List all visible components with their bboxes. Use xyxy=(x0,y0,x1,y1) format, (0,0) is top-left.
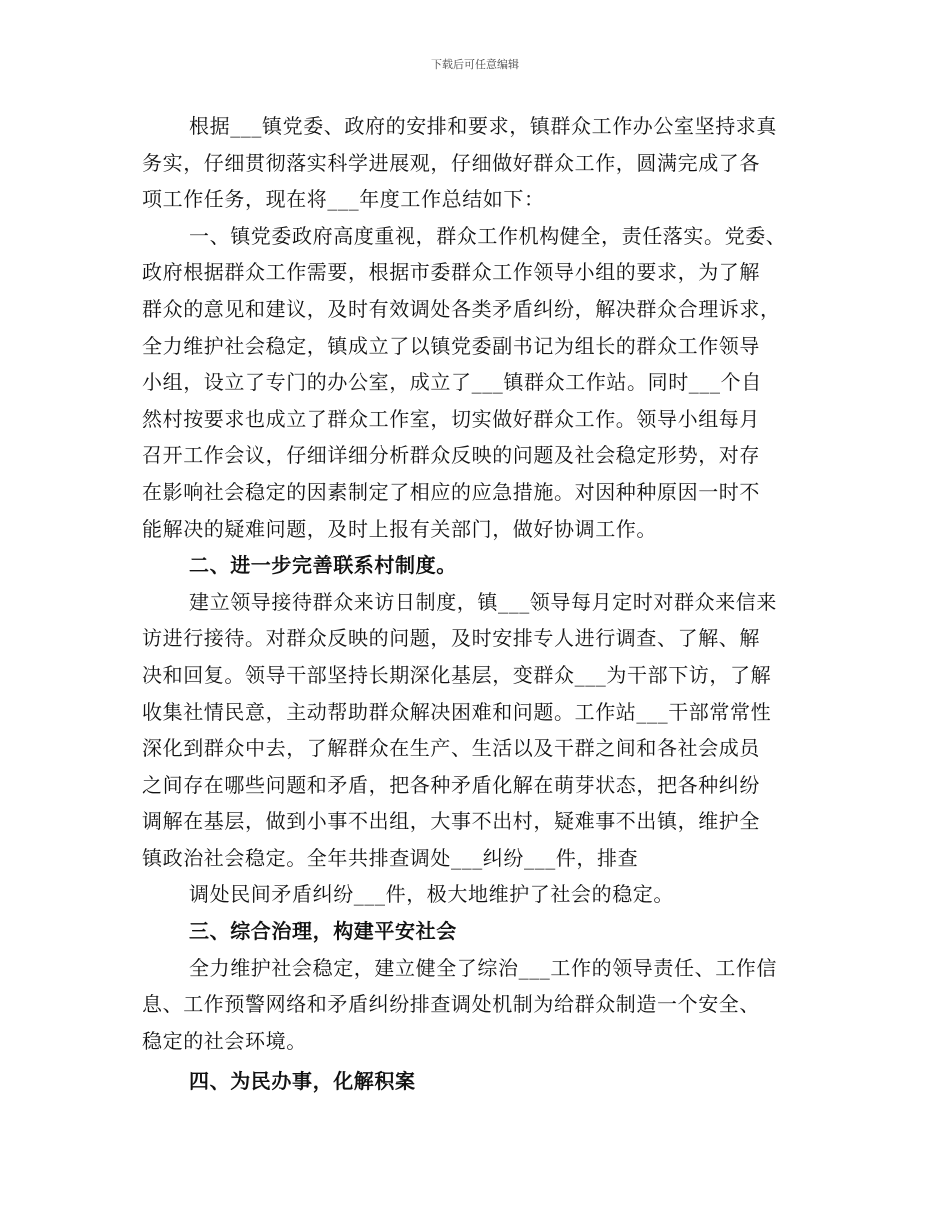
paragraph-line: 项工作任务，现在将___年度工作总结如下： xyxy=(142,187,545,212)
paragraph-line: 镇政治社会稳定。全年共排查调处___纠纷___件，排查 xyxy=(142,845,639,870)
paragraph-line: 召开工作会议，仔细详细分析群众反映的问题及社会稳定形势，对存 xyxy=(142,443,760,468)
paragraph-line: 建立领导接待群众来访日制度，镇___领导每月定时对群众来信来 xyxy=(189,589,777,614)
paragraph-line: 能解决的疑难问题，及时上报有关部门，做好协调工作。 xyxy=(142,516,657,541)
paragraph-line: 一、镇党委政府高度重视，群众工作机构健全，责任落实。党委、 xyxy=(189,223,787,248)
paragraph-line: 深化到群众中去，了解群众在生产、生活以及干群之间和各社会成员 xyxy=(142,736,760,761)
paragraph-line: 息、工作预警网络和矛盾纠纷排查调处机制为给群众制造一个安全、 xyxy=(142,992,760,1017)
paragraph-line: 调处民间矛盾纠纷___件，极大地维护了社会的稳定。 xyxy=(189,882,674,907)
paragraph-line: 小组，设立了专门的办公室，成立了___镇群众工作站。同时___个自 xyxy=(142,370,762,395)
paragraph-line: 根据___镇党委、政府的安排和要求，镇群众工作办公室坚持求真 xyxy=(189,114,777,138)
paragraph-line: 务实，仔细贯彻落实科学进展观，仔细做好群众工作，圆满完成了各 xyxy=(142,150,760,175)
section-heading: 二、进一步完善联系村制度。 xyxy=(189,553,457,578)
paragraph-line: 然村按要求也成立了群众工作室，切实做好群众工作。领导小组每月 xyxy=(142,406,760,431)
paragraph-line: 之间存在哪些问题和矛盾，把各种矛盾化解在萌芽状态，把各种纠纷 xyxy=(142,772,760,797)
paragraph-line: 调解在基层，做到小事不出组，大事不出村，疑难事不出镇，维护全 xyxy=(142,809,760,834)
paragraph-line: 决和回复。领导干部坚持长期深化基层，变群众___为干部下访，了解 xyxy=(142,662,772,687)
section-heading: 三、综合治理，构建平安社会 xyxy=(189,919,457,944)
paragraph-line: 访进行接待。对群众反映的问题，及时安排专人进行调查、了解、解 xyxy=(142,626,760,651)
document-body xyxy=(142,108,808,1100)
paragraph-line: 收集社情民意，主动帮助群众解决困难和问题。工作站___干部常常性 xyxy=(142,699,772,724)
paragraph-line: 全力维护社会稳定，镇成立了以镇党委副书记为组长的群众工作领导 xyxy=(142,333,760,358)
page-header: 下载后可任意编辑 xyxy=(431,58,519,71)
paragraph-line: 全力维护社会稳定，建立健全了综治___工作的领导责任、工作信 xyxy=(189,955,777,980)
paragraph-line: 政府根据群众工作需要，根据市委群众工作领导小组的要求，为了解 xyxy=(142,260,760,285)
paragraph-line: 在影响社会稳定的因素制定了相应的应急措施。对因种种原因一时不 xyxy=(142,479,760,504)
section-heading: 四、为民办事，化解积案 xyxy=(189,1069,416,1094)
paragraph-line: 稳定的社会环境。 xyxy=(142,1028,307,1053)
paragraph-line: 群众的意见和建议，及时有效调处各类矛盾纠纷，解决群众合理诉求， xyxy=(142,296,781,321)
